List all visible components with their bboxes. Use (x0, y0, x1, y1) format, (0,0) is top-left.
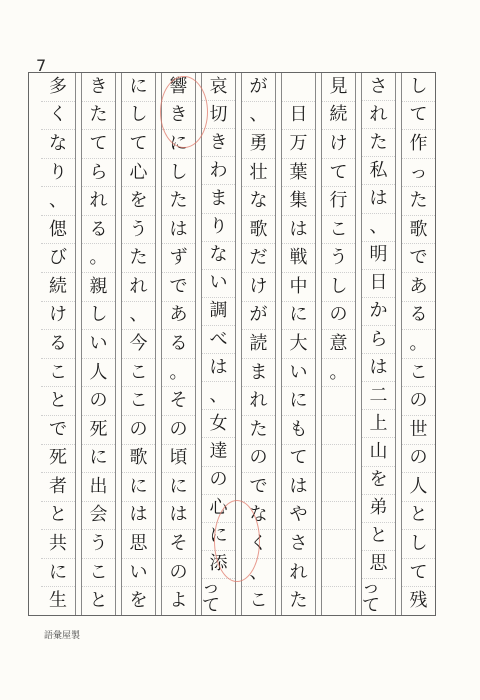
manuscript-cell: 人 (402, 473, 435, 502)
manuscript-column (161, 73, 195, 615)
manuscript-cell: る (402, 302, 435, 331)
manuscript-cell: 今 (122, 330, 155, 359)
manuscript-cell: 作 (402, 130, 435, 159)
manuscript-cell: 戦 (282, 244, 315, 273)
manuscript-cell: 上 (362, 410, 395, 438)
manuscript-cell: 大 (282, 330, 315, 359)
manuscript-cell: で (242, 473, 275, 502)
manuscript-cell: こ (41, 359, 75, 388)
manuscript-cell: そ (162, 387, 195, 416)
manuscript-column (41, 73, 75, 615)
manuscript-cell: 中 (282, 273, 315, 302)
manuscript-cell: 、 (242, 102, 275, 131)
manuscript-cell: 歌 (122, 445, 155, 474)
manuscript-cell: に (282, 387, 315, 416)
manuscript-cell: 会 (82, 502, 115, 531)
manuscript-cell: る (162, 330, 195, 359)
manuscript-cell: って (362, 576, 380, 616)
manuscript-cell: う (122, 216, 155, 245)
manuscript-cell: 。 (322, 359, 355, 388)
manuscript-cell: 。 (402, 330, 435, 359)
manuscript-cell: 日 (362, 270, 395, 298)
manuscript-cell: 者 (41, 473, 75, 502)
manuscript-cell: 。 (82, 244, 115, 273)
manuscript-cell: き (82, 73, 115, 102)
manuscript-cell: ま (242, 359, 275, 388)
manuscript-cell: れ (362, 101, 395, 129)
manuscript-cell: の (242, 445, 275, 474)
manuscript-cell: ず (162, 244, 195, 273)
manuscript-cell (322, 502, 355, 531)
manuscript-cell: 生 (49, 590, 67, 612)
manuscript-cell: う (322, 244, 355, 273)
manuscript-cell: の (122, 416, 155, 445)
manuscript-cell: だ (242, 244, 275, 273)
manuscript-cell: 共 (41, 530, 75, 559)
manuscript-cell: さ (282, 530, 315, 559)
manuscript-cell: に (202, 523, 235, 551)
manuscript-cell: く (41, 102, 75, 131)
manuscript-cell: こ (402, 359, 435, 388)
manuscript-cell: は (362, 185, 395, 213)
manuscript-cell: と (89, 590, 108, 612)
manuscript-cell: 弟 (362, 495, 395, 523)
manuscript-cell: ら (362, 326, 395, 354)
manuscript-cell (322, 387, 355, 416)
manuscript-cell: 。 (162, 359, 195, 388)
manuscript-cell: あ (162, 302, 195, 331)
manuscript-cell: べ (202, 326, 235, 354)
manuscript-cell: の (322, 302, 355, 331)
manuscript-cell (322, 473, 355, 502)
manuscript-cell (322, 530, 355, 559)
manuscript-cell: は (282, 216, 315, 245)
manuscript-cell: け (41, 302, 75, 331)
manuscript-cell: も (282, 416, 315, 445)
manuscript-cell: び (41, 244, 75, 273)
manuscript-cell: し (122, 102, 155, 131)
manuscript-cell: で (402, 244, 435, 273)
manuscript-cell: 達 (202, 438, 235, 466)
manuscript-cell (322, 416, 355, 445)
manuscript-cell: れ (282, 559, 315, 588)
manuscript-cell: 私 (362, 157, 395, 185)
manuscript-cell: い (122, 559, 155, 588)
manuscript-cell (282, 73, 315, 102)
manuscript-cell: 二 (362, 382, 395, 410)
manuscript-cell: か (362, 298, 395, 326)
manuscript-column (81, 73, 115, 615)
manuscript-cell: い (282, 359, 315, 388)
manuscript-cell: て (322, 159, 355, 188)
manuscript-cell: 哀 (202, 73, 235, 101)
manuscript-cell: た (289, 590, 308, 612)
manuscript-cell: し (322, 273, 355, 302)
manuscript-cell: し (162, 159, 195, 188)
manuscript-cell: た (402, 187, 435, 216)
manuscript-cell: し (82, 302, 115, 331)
manuscript-cell: 世 (402, 416, 435, 445)
manuscript-cell: 読 (242, 330, 275, 359)
manuscript-cell: 、 (202, 382, 235, 410)
manuscript-cell: 日 (282, 102, 315, 131)
manuscript-cell: う (82, 530, 115, 559)
manuscript-cell: の (402, 387, 435, 416)
manuscript-cell: し (402, 73, 435, 102)
manuscript-cell: 偲 (41, 216, 75, 245)
manuscript-cell (322, 587, 355, 615)
manuscript-cell: 思 (362, 551, 395, 579)
red-circle-mark (214, 500, 260, 582)
manuscript-cell: そ (162, 530, 195, 559)
manuscript-cell: こ (82, 559, 115, 588)
manuscript-cell (322, 445, 355, 474)
manuscript-cell: き (162, 102, 195, 131)
manuscript-cell: け (322, 130, 355, 159)
manuscript-cell: って (202, 576, 220, 616)
manuscript-cell: で (41, 416, 75, 445)
manuscript-cell: の (402, 445, 435, 474)
manuscript-cell (322, 559, 355, 588)
manuscript-cell: 行 (322, 187, 355, 216)
manuscript-cell: の (82, 387, 115, 416)
manuscript-cell: 思 (122, 530, 155, 559)
manuscript-cell: い (82, 330, 115, 359)
manuscript-cell: は (122, 502, 155, 531)
manuscript-cell: 明 (362, 242, 395, 270)
manuscript-cell: れ (242, 387, 275, 416)
manuscript-cell: 調 (202, 298, 235, 326)
page-number: 7 (36, 56, 47, 75)
manuscript-cell: 親 (82, 273, 115, 302)
manuscript-cell: の (202, 467, 235, 495)
manuscript-cell: 勇 (242, 130, 275, 159)
manuscript-cell: に (162, 130, 195, 159)
manuscript-cell: よ (169, 590, 188, 612)
manuscript-cell: に (122, 473, 155, 502)
manuscript-cell: た (362, 129, 395, 157)
manuscript-cell: 心 (202, 495, 235, 523)
manuscript-cell: は (162, 216, 195, 245)
manuscript-cell: こ (249, 590, 268, 612)
manuscript-cell: 葉 (282, 159, 315, 188)
manuscript-cell: と (41, 502, 75, 531)
manuscript-cell: 、 (122, 302, 155, 331)
manuscript-cell: さ (362, 73, 395, 101)
manuscript-cell: っ (402, 159, 435, 188)
manuscript-cell: 死 (82, 416, 115, 445)
manuscript-cell: や (282, 502, 315, 531)
manuscript-cell: 見 (322, 73, 355, 102)
manuscript-cell: ま (202, 185, 235, 213)
manuscript-cell: た (242, 416, 275, 445)
manuscript-cell: は (282, 473, 315, 502)
manuscript-cell: 意 (322, 330, 355, 359)
manuscript-cell: に (41, 559, 75, 588)
manuscript-cell: こ (122, 359, 155, 388)
manuscript-cell: な (242, 502, 275, 531)
manuscript-cell: く (242, 530, 275, 559)
manuscript-cell: き (202, 129, 235, 157)
manuscript-cell: 女 (202, 410, 235, 438)
manuscript-cell: 人 (82, 359, 115, 388)
manuscript-cell: の (162, 559, 195, 588)
manuscript-cell: と (41, 387, 75, 416)
manuscript-cell: が (242, 73, 275, 102)
manuscript-cell: る (82, 216, 115, 245)
manuscript-cell: れ (82, 187, 115, 216)
manuscript-column (121, 73, 155, 615)
manuscript-cell: ら (82, 159, 115, 188)
manuscript-cell: 、 (41, 187, 75, 216)
manuscript-cell: 続 (322, 102, 355, 131)
manuscript-column (361, 73, 395, 615)
manuscript-cell: 心 (122, 159, 155, 188)
manuscript-cell: な (41, 130, 75, 159)
manuscript-cell: し (402, 530, 435, 559)
manuscript-cell: り (41, 159, 75, 188)
manuscript-cell: を (122, 187, 155, 216)
manuscript-cell: は (202, 354, 235, 382)
manuscript-cell: を (362, 467, 395, 495)
manuscript-cell: 切 (202, 101, 235, 129)
manuscript-cell: で (162, 273, 195, 302)
manuscript-cell: の (162, 416, 195, 445)
manuscript-cell: こ (322, 216, 355, 245)
manuscript-cell: 、 (242, 559, 275, 588)
manuscript-cell: 山 (362, 438, 395, 466)
manuscript-cell: 歌 (402, 216, 435, 245)
manuscript-cell: り (202, 214, 235, 242)
manuscript-cell: 多 (41, 73, 75, 102)
red-circle-mark (160, 76, 208, 148)
manuscript-cell: て (82, 130, 115, 159)
manuscript-cell: は (162, 502, 195, 531)
manuscript-cell: け (242, 273, 275, 302)
manuscript-cell: な (202, 242, 235, 270)
manuscript-cell: て (402, 102, 435, 131)
manuscript-cell: と (362, 523, 395, 551)
manuscript-cell: た (122, 244, 155, 273)
manuscript-cell: を (129, 590, 148, 612)
manuscript-cell: 壮 (242, 159, 275, 188)
manuscript-cell: 響 (162, 73, 195, 102)
manuscript-column (281, 73, 315, 615)
manuscript-cell: に (82, 445, 115, 474)
paper-maker-label: 語彙屋製 (44, 631, 81, 641)
manuscript-cell: た (82, 102, 115, 131)
manuscript-cell: て (282, 445, 315, 474)
manuscript-cell: て (122, 130, 155, 159)
manuscript-cell: 続 (41, 273, 75, 302)
manuscript-cell: に (122, 73, 155, 102)
manuscript-cell: は (362, 354, 395, 382)
manuscript-cell: 万 (282, 130, 315, 159)
manuscript-cell: れ (122, 273, 155, 302)
manuscript-cell: 添 (202, 551, 235, 579)
manuscript-column (321, 73, 355, 615)
manuscript-cell: わ (202, 157, 235, 185)
manuscript-cell: あ (402, 273, 435, 302)
manuscript-cell: 頃 (162, 445, 195, 474)
manuscript-cell: 出 (82, 473, 115, 502)
manuscript-cell: と (402, 502, 435, 531)
manuscript-cell: 残 (409, 590, 428, 612)
manuscript-cell: 死 (41, 445, 75, 474)
manuscript-cell: る (41, 330, 75, 359)
manuscript-column (401, 73, 435, 615)
manuscript-cell: た (162, 187, 195, 216)
manuscript-cell: こ (122, 387, 155, 416)
manuscript-cell: に (282, 302, 315, 331)
manuscript-cell: 、 (362, 214, 395, 242)
manuscript-cell: 歌 (242, 216, 275, 245)
manuscript-cell: が (242, 302, 275, 331)
manuscript-cell: い (202, 270, 235, 298)
manuscript-cell: 集 (282, 187, 315, 216)
manuscript-cell: な (242, 187, 275, 216)
manuscript-cell: に (162, 473, 195, 502)
manuscript-cell: て (402, 559, 435, 588)
